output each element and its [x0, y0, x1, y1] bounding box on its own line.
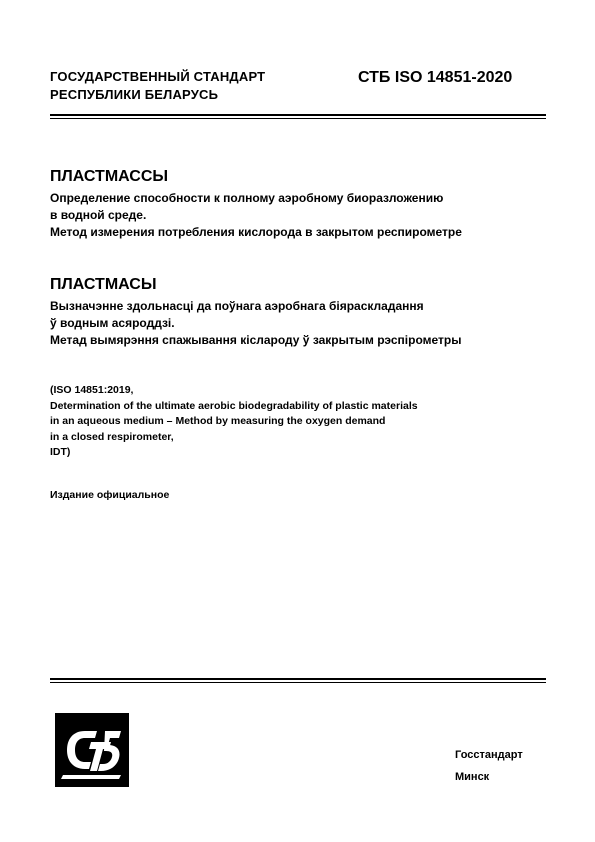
header-rule-thin [50, 118, 546, 119]
belarusian-title: ПЛАСТМАСЫ [50, 276, 157, 293]
standard-code: СТБ ISO 14851-2020 [358, 69, 513, 86]
russian-subtitle-line: в водной среде. [50, 208, 147, 222]
iso-reference-line: in a closed respirometer, [50, 430, 174, 443]
publisher-name: Госстандарт [455, 749, 523, 761]
header-line-1: ГОСУДАРСТВЕННЫЙ СТАНДАРТ [50, 69, 266, 84]
belarusian-subtitle [50, 298, 461, 349]
footer-rule-thin [50, 682, 546, 683]
edition-note: Издание официальное [50, 489, 170, 501]
stb-logo-icon [55, 713, 129, 787]
iso-reference-line: IDT) [50, 446, 71, 458]
belarusian-subtitle-line: Метад вымярэння спажывання кіслароду ў закрытым рэспірометры [50, 333, 462, 347]
russian-subtitle-line: Метод измерения потребления кислорода в закрытом респирометре [50, 225, 462, 239]
russian-title: ПЛАСТМАССЫ [50, 168, 169, 185]
russian-subtitle [50, 190, 462, 241]
header-line-2: РЕСПУБЛИКИ БЕЛАРУСЬ [50, 87, 219, 102]
iso-reference-line: in an aqueous medium – Method by measuring the oxygen demand [50, 415, 386, 427]
publisher-block [455, 744, 523, 788]
header-left [50, 68, 265, 104]
iso-reference-line: (ISO 14851:2019, [50, 384, 134, 396]
iso-reference [50, 383, 418, 461]
footer-rule-thick [50, 678, 546, 680]
belarusian-subtitle-line: ў водным асяроддзі. [50, 316, 175, 330]
russian-subtitle-line: Определение способности к полному аэробному биоразложению [50, 191, 444, 205]
iso-reference-line: Determination of the ultimate aerobic biodegradability of plastic materials [50, 399, 418, 412]
publisher-city: Минск [455, 771, 490, 783]
header-rule-thick [50, 114, 546, 116]
belarusian-subtitle-line: Вызначэнне здольнасці да поўнага аэробнага біяраскладання [50, 299, 424, 313]
